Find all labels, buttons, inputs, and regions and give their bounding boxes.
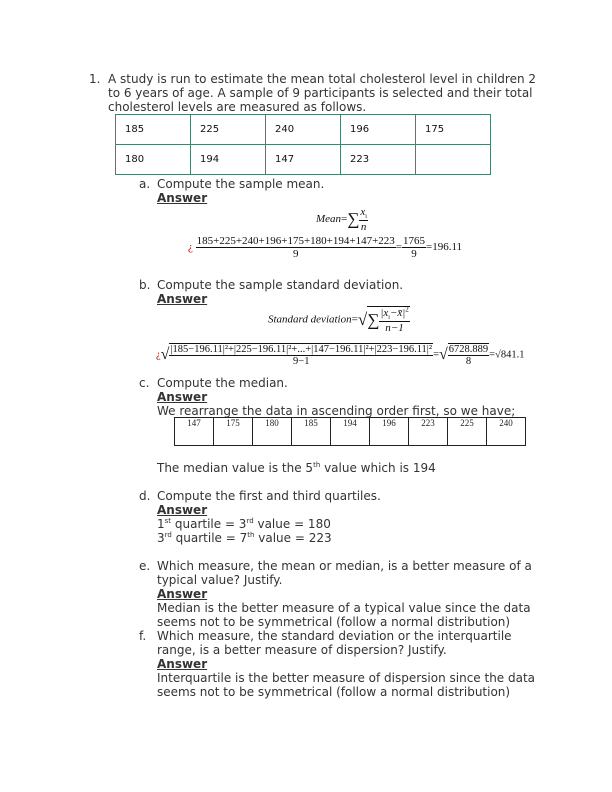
- sigma-icon: ∑: [367, 310, 380, 330]
- question-line-3: cholesterol levels are measured as follows.: [108, 100, 367, 114]
- calc-marker: ¿: [188, 241, 193, 254]
- part-b-letter: b.: [139, 278, 151, 292]
- median-result-pre: The median value is the 5: [157, 461, 314, 475]
- table-row: [116, 145, 491, 175]
- q1-post: value = 180: [253, 517, 331, 531]
- part-b-answer-label: Answer: [157, 292, 208, 306]
- part-a-letter: a.: [139, 177, 151, 191]
- question-line-1: A study is run to estimate the mean total cholesterol level in children 2: [108, 72, 537, 86]
- sd-calc-den: 9−1: [293, 356, 310, 367]
- table-cell: 175: [214, 418, 253, 446]
- q3-post: value = 223: [254, 531, 332, 545]
- table-row: [175, 418, 526, 446]
- sd-result-fraction: [448, 343, 489, 367]
- calc-marker: ¿: [156, 349, 161, 361]
- part-c-letter: c.: [139, 376, 150, 390]
- table-cell: 185: [116, 115, 191, 145]
- first-quartile: [157, 517, 331, 531]
- part-f-answer-line-2: seems not to be symmetrical (follow a normal distribution): [157, 685, 511, 699]
- part-d-letter: d.: [139, 489, 151, 503]
- table-cell: 225: [448, 418, 487, 446]
- part-f-question-line-1: Which measure, the standard deviation or the interquartile: [157, 629, 512, 643]
- part-f-letter: f.: [139, 629, 147, 643]
- sd-formula-num2: −x̄|: [389, 307, 406, 319]
- mean-formula-den: n: [360, 221, 367, 234]
- table-cell: 223: [409, 418, 448, 446]
- table-cell: 147: [175, 418, 214, 446]
- q1-pre: 1: [157, 517, 165, 531]
- question-text: [108, 72, 536, 114]
- table-cell: 240: [487, 418, 526, 446]
- mean-result-fraction: [402, 235, 426, 260]
- question-number: 1.: [89, 72, 101, 86]
- part-e-question: [157, 559, 532, 629]
- part-b-question: Compute the sample standard deviation.: [157, 278, 404, 292]
- sd-result-den: 8: [465, 356, 472, 367]
- part-a-answer-label: Answer: [157, 191, 208, 205]
- table-row: [116, 115, 491, 145]
- mean-result-num: 1765: [403, 235, 425, 247]
- sd-result-num: 6728.889: [448, 344, 489, 355]
- part-c-text: We rearrange the data in ascending order first, so we have;: [157, 404, 516, 418]
- mean-calc-fraction: [196, 235, 396, 260]
- mean-formula-num: x: [360, 206, 366, 218]
- table-cell: [416, 145, 491, 175]
- sd-formula: Standard deviation=√∑ $\frac{|x_i-x̄|^2}{n-1}$: [268, 305, 409, 335]
- part-f-answer-label: Answer: [157, 657, 208, 671]
- sigma-icon: ∑: [347, 209, 360, 229]
- q3-mid: quartile = 7: [171, 531, 248, 545]
- part-d-question: Compute the first and third quartiles.: [157, 489, 381, 503]
- mean-formula-fraction: [359, 206, 368, 233]
- table-cell: 240: [266, 115, 341, 145]
- table-cell: 196: [341, 115, 416, 145]
- mean-formula-lhs: Mean: [316, 213, 342, 226]
- mean-formula-sub: i: [365, 214, 367, 221]
- sqrt-icon: √: [357, 310, 368, 330]
- q3-pre: 3: [157, 531, 165, 545]
- part-e-question-line-2: typical value? Justify.: [157, 573, 283, 587]
- mean-result-den: 9: [411, 248, 417, 260]
- part-c-answer-label: Answer: [157, 390, 208, 404]
- median-result: [157, 461, 436, 475]
- table-cell: 194: [331, 418, 370, 446]
- third-quartile: [157, 531, 332, 545]
- sd-formula-den: n−1: [385, 322, 404, 335]
- sd-formula-sub: i: [388, 315, 390, 322]
- table-cell: 223: [341, 145, 416, 175]
- median-result-post: value which is 194: [320, 461, 436, 475]
- sd-radicand: [367, 306, 410, 334]
- mean-calc-num: 185+225+240+196+175+180+194+147+223: [196, 235, 395, 247]
- sorted-data-table: [174, 417, 526, 446]
- sqrt-icon: √: [160, 346, 170, 363]
- table-cell: 180: [116, 145, 191, 175]
- part-c-question: Compute the median.: [157, 376, 288, 390]
- part-f-answer-line-1: Interquartile is the better measure of dispersion since the data: [157, 671, 536, 685]
- mean-formula: Mean=∑ $\frac{x_i}{n}$: [316, 206, 367, 234]
- part-a-question: Compute the sample mean.: [157, 177, 325, 191]
- sd-formula-exp: 2: [405, 305, 409, 314]
- median-result-sup: th: [313, 461, 321, 469]
- sd-calc-num: |185−196.11|²+|225−196.11|²+...+|147−196.11|²+|223−196.11|²: [170, 344, 433, 355]
- mean-calculation: ¿ $\frac{185+225+240+196+175+180+194+147+223}{9}$ = $\frac{1765}{9}$ =196.11: [188, 235, 463, 260]
- part-d-answer-label: Answer: [157, 503, 208, 517]
- q3-sup1: rd: [164, 531, 172, 539]
- sd-result: =√841.1: [489, 349, 525, 361]
- mean-result: =196.11: [426, 241, 463, 254]
- mean-calc-den: 9: [292, 248, 299, 260]
- table-cell: 147: [266, 145, 341, 175]
- table-cell: 194: [191, 145, 266, 175]
- q1-sup1: st: [164, 517, 172, 525]
- question-line-2: to 6 years of age. A sample of 9 participants is selected and their total: [108, 86, 533, 100]
- table-cell: 196: [370, 418, 409, 446]
- table-cell: 180: [253, 418, 292, 446]
- sd-formula-num: |x: [380, 307, 389, 319]
- part-f-question-line-2: range, is a better measure of dispersion? Justify.: [157, 643, 447, 657]
- part-e-answer-line-1: Median is the better measure of a typical value since the data: [157, 601, 531, 615]
- part-f-question: [157, 629, 535, 699]
- q3-sup2: th: [247, 531, 255, 539]
- table-cell: 225: [191, 115, 266, 145]
- part-e-question-line-1: Which measure, the mean or median, is a better measure of a: [157, 559, 532, 573]
- sqrt-icon: √: [438, 346, 448, 363]
- q1-sup2: rd: [246, 517, 254, 525]
- sd-formula-fraction: [379, 307, 409, 334]
- sd-calc-fraction: [169, 343, 433, 367]
- sd-calculation: ¿√ $\frac{\text{|185−196.11|²+|225−196.11|²+...+|147−196.11|²+|223−196.11|²}}{9-1}$ =√ $\frac{6728.889}{8}$ =√841.1: [156, 344, 525, 367]
- q1-mid: quartile = 3: [171, 517, 247, 531]
- table-cell: 175: [416, 115, 491, 145]
- part-e-letter: e.: [139, 559, 151, 573]
- sd-formula-lhs: Standard deviation: [268, 313, 352, 326]
- table-cell: 185: [292, 418, 331, 446]
- part-e-answer-line-2: seems not to be symmetrical (follow a normal distribution): [157, 615, 511, 629]
- data-table: [115, 114, 491, 175]
- part-e-answer-label: Answer: [157, 587, 208, 601]
